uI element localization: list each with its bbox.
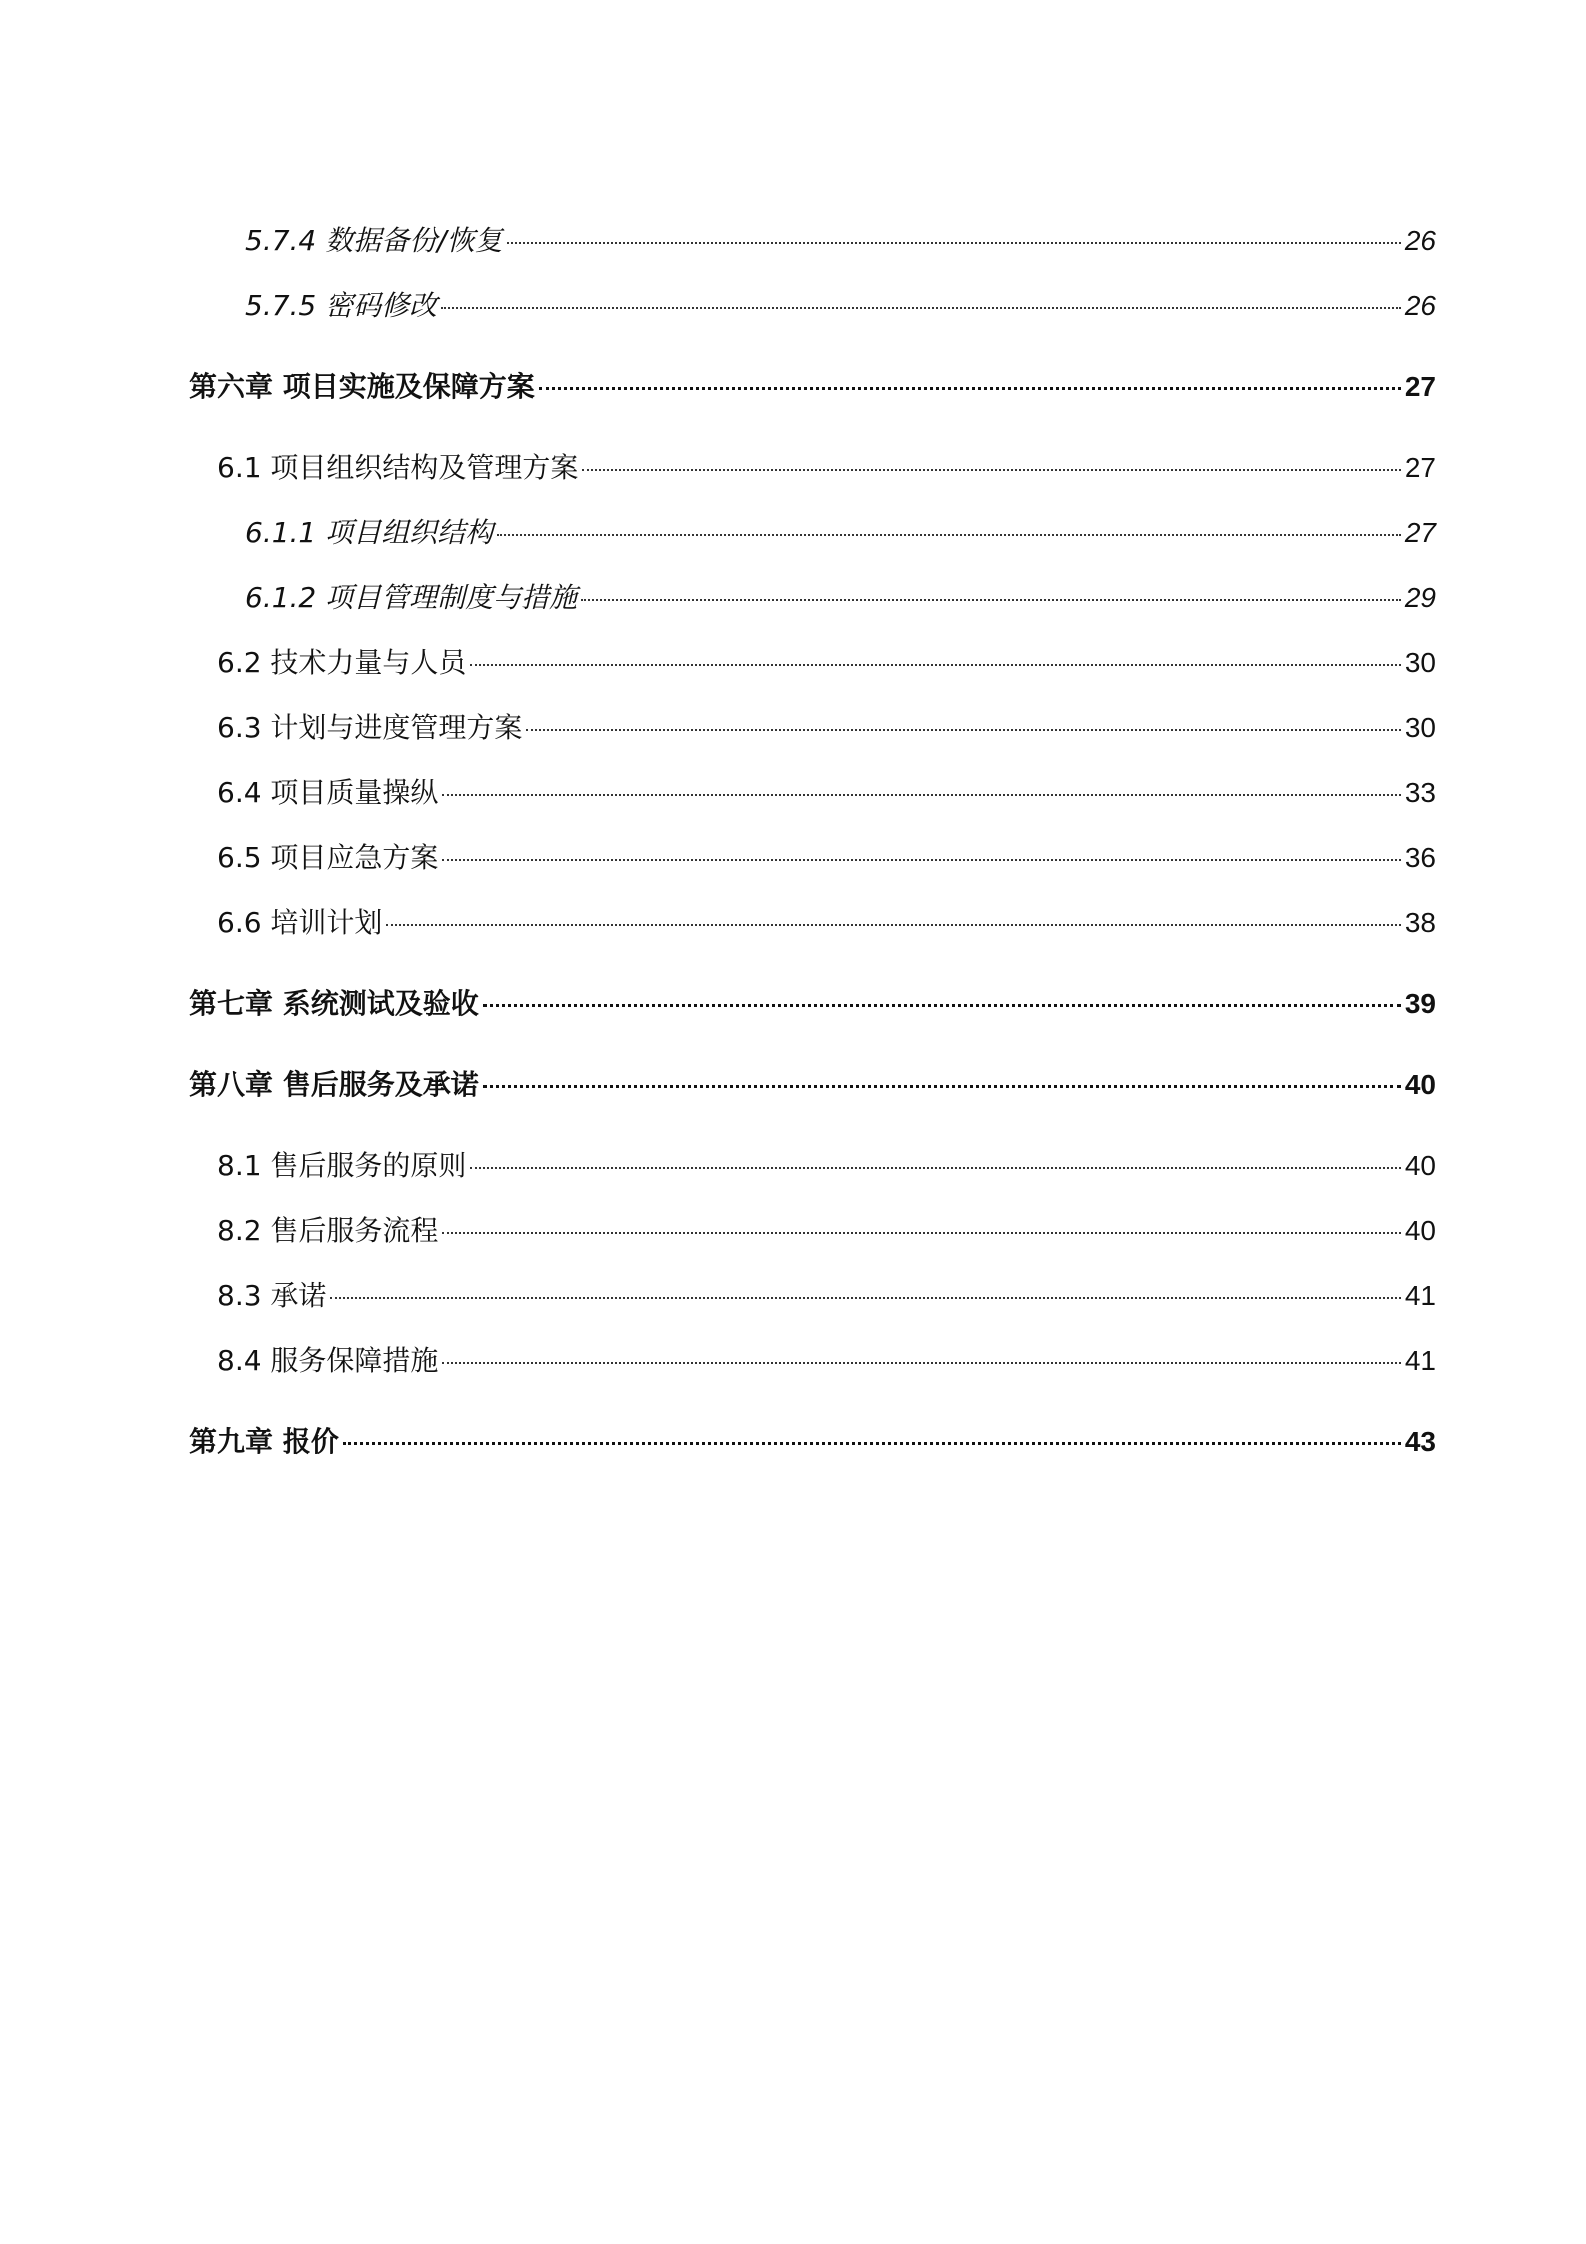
dot-leader	[442, 794, 1400, 796]
dot-leader	[581, 599, 1401, 601]
toc-entry-chapter-8[interactable]	[189, 1062, 1436, 1108]
toc-entry-page: 26	[1404, 225, 1436, 256]
dot-leader	[441, 307, 1401, 309]
toc-entry-page: 27	[1404, 371, 1436, 402]
toc-entry-page: 41	[1404, 1280, 1436, 1311]
toc-entry-page: 43	[1404, 1426, 1436, 1457]
dot-leader	[330, 1297, 1400, 1299]
toc-entry-label: 6.3 计划与进度管理方案	[217, 711, 523, 744]
toc-entry-8-3[interactable]	[217, 1273, 1436, 1319]
toc-entry-label: 第九章 报价	[189, 1425, 339, 1458]
toc-entry-label: 8.2 售后服务流程	[217, 1214, 439, 1247]
toc-entry-label: 5.7.4 数据备份/恢复	[245, 224, 503, 257]
toc-entry-6-4[interactable]	[217, 770, 1436, 816]
dot-leader	[442, 1362, 1400, 1364]
toc-entry-8-4[interactable]	[217, 1338, 1436, 1384]
toc-entry-label: 5.7.5 密码修改	[245, 289, 438, 322]
dot-leader	[470, 664, 1400, 666]
toc-entry-page: 40	[1404, 1150, 1436, 1181]
toc-entry-page: 40	[1404, 1215, 1436, 1246]
toc-entry-8-2[interactable]	[217, 1208, 1436, 1254]
toc-entry-label: 第七章 系统测试及验收	[189, 987, 479, 1020]
toc-entry-5-7-5[interactable]	[245, 283, 1436, 329]
toc-entry-label: 8.3 承诺	[217, 1279, 327, 1312]
toc-entry-page: 41	[1404, 1345, 1436, 1376]
toc-entry-chapter-6[interactable]	[189, 364, 1436, 410]
dot-leader	[526, 729, 1400, 731]
dot-leader	[483, 1004, 1401, 1007]
toc-entry-label: 第八章 售后服务及承诺	[189, 1068, 479, 1101]
toc-entry-6-6[interactable]	[217, 900, 1436, 946]
toc-entry-page: 33	[1404, 777, 1436, 808]
toc-entry-page: 27	[1404, 517, 1436, 548]
toc-entry-chapter-9[interactable]	[189, 1419, 1436, 1465]
toc-entry-label: 6.5 项目应急方案	[217, 841, 439, 874]
toc-entry-label: 6.6 培训计划	[217, 906, 383, 939]
dot-leader	[497, 534, 1401, 536]
dot-leader	[386, 924, 1400, 926]
toc-entry-5-7-4[interactable]	[245, 218, 1436, 264]
toc-entry-page: 29	[1404, 582, 1436, 613]
toc-entry-label: 6.4 项目质量操纵	[217, 776, 439, 809]
dot-leader	[470, 1167, 1400, 1169]
dot-leader	[442, 859, 1400, 861]
toc-entry-6-1-1[interactable]	[245, 510, 1436, 556]
toc-entry-label: 6.2 技术力量与人员	[217, 646, 467, 679]
dot-leader	[582, 469, 1400, 471]
toc-entry-label: 8.1 售后服务的原则	[217, 1149, 467, 1182]
toc-entry-label: 8.4 服务保障措施	[217, 1344, 439, 1377]
toc-entry-page: 38	[1404, 907, 1436, 938]
dot-leader	[539, 387, 1401, 390]
toc-entry-label: 6.1 项目组织结构及管理方案	[217, 451, 579, 484]
toc-entry-label: 第六章 项目实施及保障方案	[189, 370, 535, 403]
toc-entry-6-5[interactable]	[217, 835, 1436, 881]
toc-entry-page: 30	[1404, 712, 1436, 743]
toc-entry-page: 27	[1404, 452, 1436, 483]
dot-leader	[483, 1085, 1401, 1088]
toc-entry-6-2[interactable]	[217, 640, 1436, 686]
toc-entry-label: 6.1.2 项目管理制度与措施	[245, 581, 578, 614]
toc-entry-page: 39	[1404, 988, 1436, 1019]
dot-leader	[343, 1442, 1401, 1445]
toc-entry-page: 40	[1404, 1069, 1436, 1100]
toc-entry-page: 36	[1404, 842, 1436, 873]
toc-entry-page: 30	[1404, 647, 1436, 678]
toc-entry-6-1[interactable]	[217, 445, 1436, 491]
toc-entry-chapter-7[interactable]	[189, 981, 1436, 1027]
toc-entry-page: 26	[1404, 290, 1436, 321]
toc-entry-8-1[interactable]	[217, 1143, 1436, 1189]
toc-entry-6-1-2[interactable]	[245, 575, 1436, 621]
dot-leader	[442, 1232, 1400, 1234]
dot-leader	[507, 242, 1401, 244]
toc-entry-6-3[interactable]	[217, 705, 1436, 751]
toc-entry-label: 6.1.1 项目组织结构	[245, 516, 494, 549]
